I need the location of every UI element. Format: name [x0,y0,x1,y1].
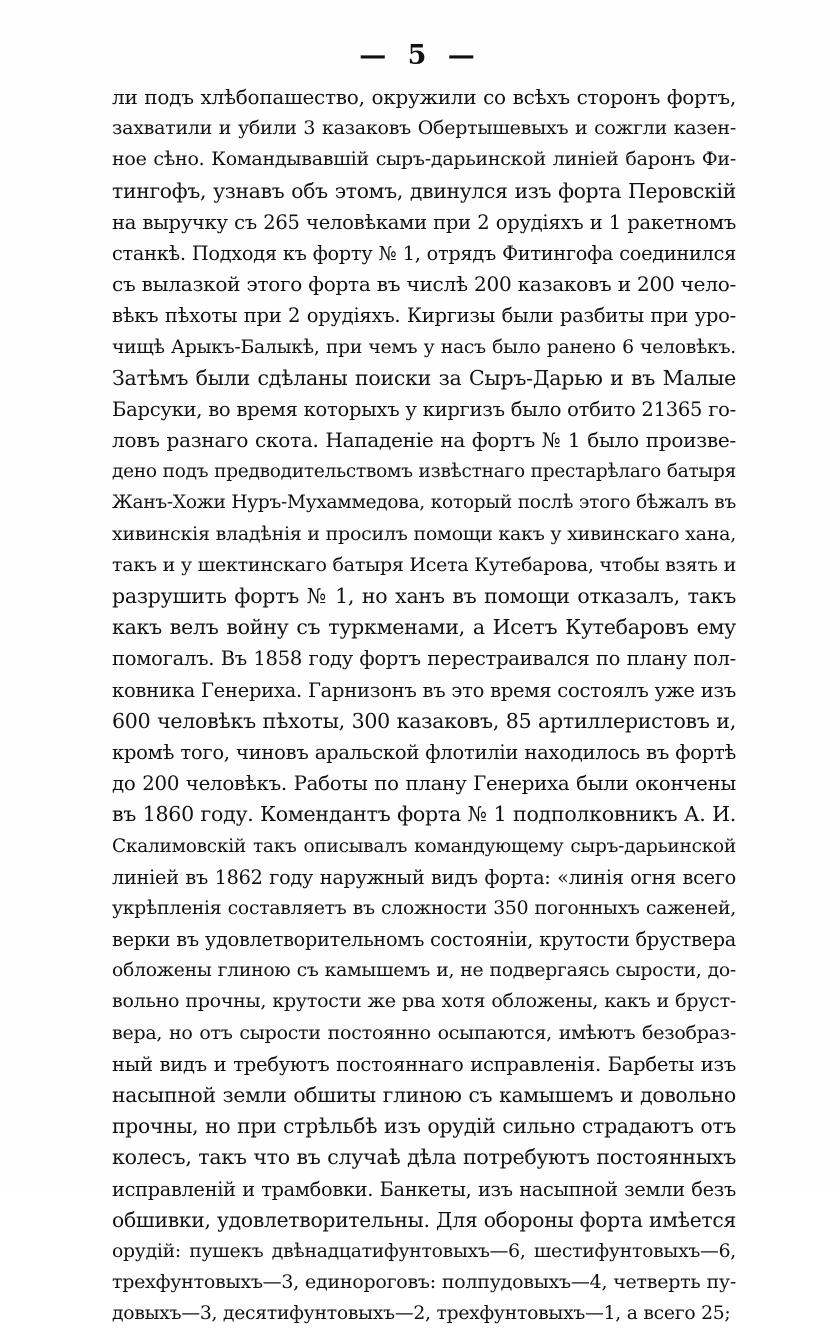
text-line: обложены глиною съ камышемъ и, не подвергаясь сырости, до- [112,960,736,982]
text-line: укрѣпленія составляетъ въ сложности 350 погонныхъ саженей, [112,897,736,919]
text-line: съ вылазкой этого форта въ числѣ 200 казаковъ и 200 чело- [112,272,736,297]
text-line: ли подъ хлѣбопашество, окружили со всѣхъ сторонъ фортъ, [112,85,736,109]
text-line: тингофъ, узнавъ объ этомъ, двинулся изъ форта Перовскій [112,178,736,203]
text-line: помогалъ. Въ 1858 году фортъ перестраивался по плану пол- [112,647,736,671]
text-line: линіей въ 1862 году наружный видъ форта: «линія огня всего [112,865,736,889]
text-line: довыхъ—3, десятифунтовыхъ—2, трехфунтовыхъ—1, а всего 25; [112,1303,731,1325]
text-line: чищѣ Арыкъ-Балыкѣ, при чемъ у насъ было ранено 6 человѣкъ. [112,336,736,358]
text-line: вера, но отъ сырости постоянно осыпаются, имѣютъ безобраз- [112,1021,736,1044]
text-line: на выручку съ 265 человѣками при 2 орудіяхъ и 1 ракетномъ [112,210,736,234]
text-line: насыпной земли обшиты глиною съ камышемъ и довольно [112,1083,736,1107]
page-number: — 5 — [359,40,481,71]
text-line: кромѣ того, чиновъ аральской флотиліи находилось въ фортѣ [112,740,736,764]
text-line: ный видъ и требуютъ постояннаго исправленія. Барбеты изъ [112,1052,736,1076]
text-line: ловъ разнаго скота. Нападеніе на фортъ № 1 было произве- [112,428,736,453]
text-line: разрушить фортъ № 1, но ханъ въ помощи отказалъ, такъ [112,584,736,608]
text-line: Затѣмъ были сдѣланы поиски за Сыръ-Дарью и въ Малые [112,365,736,390]
text-line: обшивки, удовлетворительны. Для обороны форта имѣется [112,1207,736,1232]
text-body [112,82,736,1330]
text-line: въ 1860 году. Комендантъ форта № 1 подполковникъ А. И. [112,802,736,827]
text-line: Жанъ-Хожи Нуръ-Мухаммедова, который послѣ этого бѣжалъ въ [112,492,736,514]
text-line: ковника Генериха. Гарнизонъ въ это время состоялъ уже изъ [112,678,736,702]
text-line: какъ велъ войну съ туркменами, а Исетъ Кутебаровъ ему [112,615,736,640]
text-line: до 200 человѣкъ. Работы по плану Генериха были окончены [112,772,736,796]
text-line: Скалимовскій такъ описывалъ командующему сыръ-дарьинской [112,835,736,857]
text-line: 600 человѣкъ пѣхоты, 300 казаковъ, 85 артиллеристовъ и, [112,708,736,733]
text-line: колесъ, такъ что въ случаѣ дѣла потребуютъ постоянныхъ [112,1145,736,1170]
text-line: исправленій и трамбовки. Банкеты, изъ насыпной земли безъ [112,1177,736,1201]
text-line: захватили и убили 3 казаковъ Обертышевыхъ и сожгли казен- [112,117,736,140]
text-line: верки въ удовлетворительномъ состояніи, крутости бруствера [112,928,736,952]
text-line: трехфунтовыхъ—3, единороговъ: полпудовыхъ—4, четверть пу- [112,1271,736,1294]
text-line: хивинскія владѣнія и просилъ помощи какъ у хивинскаго хана, [112,522,736,545]
text-line: станкѣ. Подходя къ форту № 1, отрядъ Фитингофа соединился [112,241,736,265]
text-line: орудій: пушекъ двѣнадцатифунтовыхъ—6, шестифунтовыхъ—6, [112,1240,736,1262]
text-line: такъ и у шектинскаго батыря Исета Кутебарова, чтобы взять и [112,553,736,576]
text-line: вольно прочны, крутости же рва хотя обложены, какъ и бруст- [112,990,736,1013]
text-line: дено подъ предводительствомъ извѣстнаго престарѣлаго батыря [112,461,736,483]
text-line: прочны, но при стрѣльбѣ изъ орудій сильно страдаютъ отъ [112,1114,736,1139]
text-line: вѣкъ пѣхоты при 2 орудіяхъ. Киргизы были разбиты при уро- [112,304,736,328]
text-line: Барсуки, во время которыхъ у киргизъ было отбито 21365 го- [112,397,736,421]
text-line: ное сѣно. Командывавшій сыръ-дарьинской линіей баронъ Фи- [112,148,736,171]
